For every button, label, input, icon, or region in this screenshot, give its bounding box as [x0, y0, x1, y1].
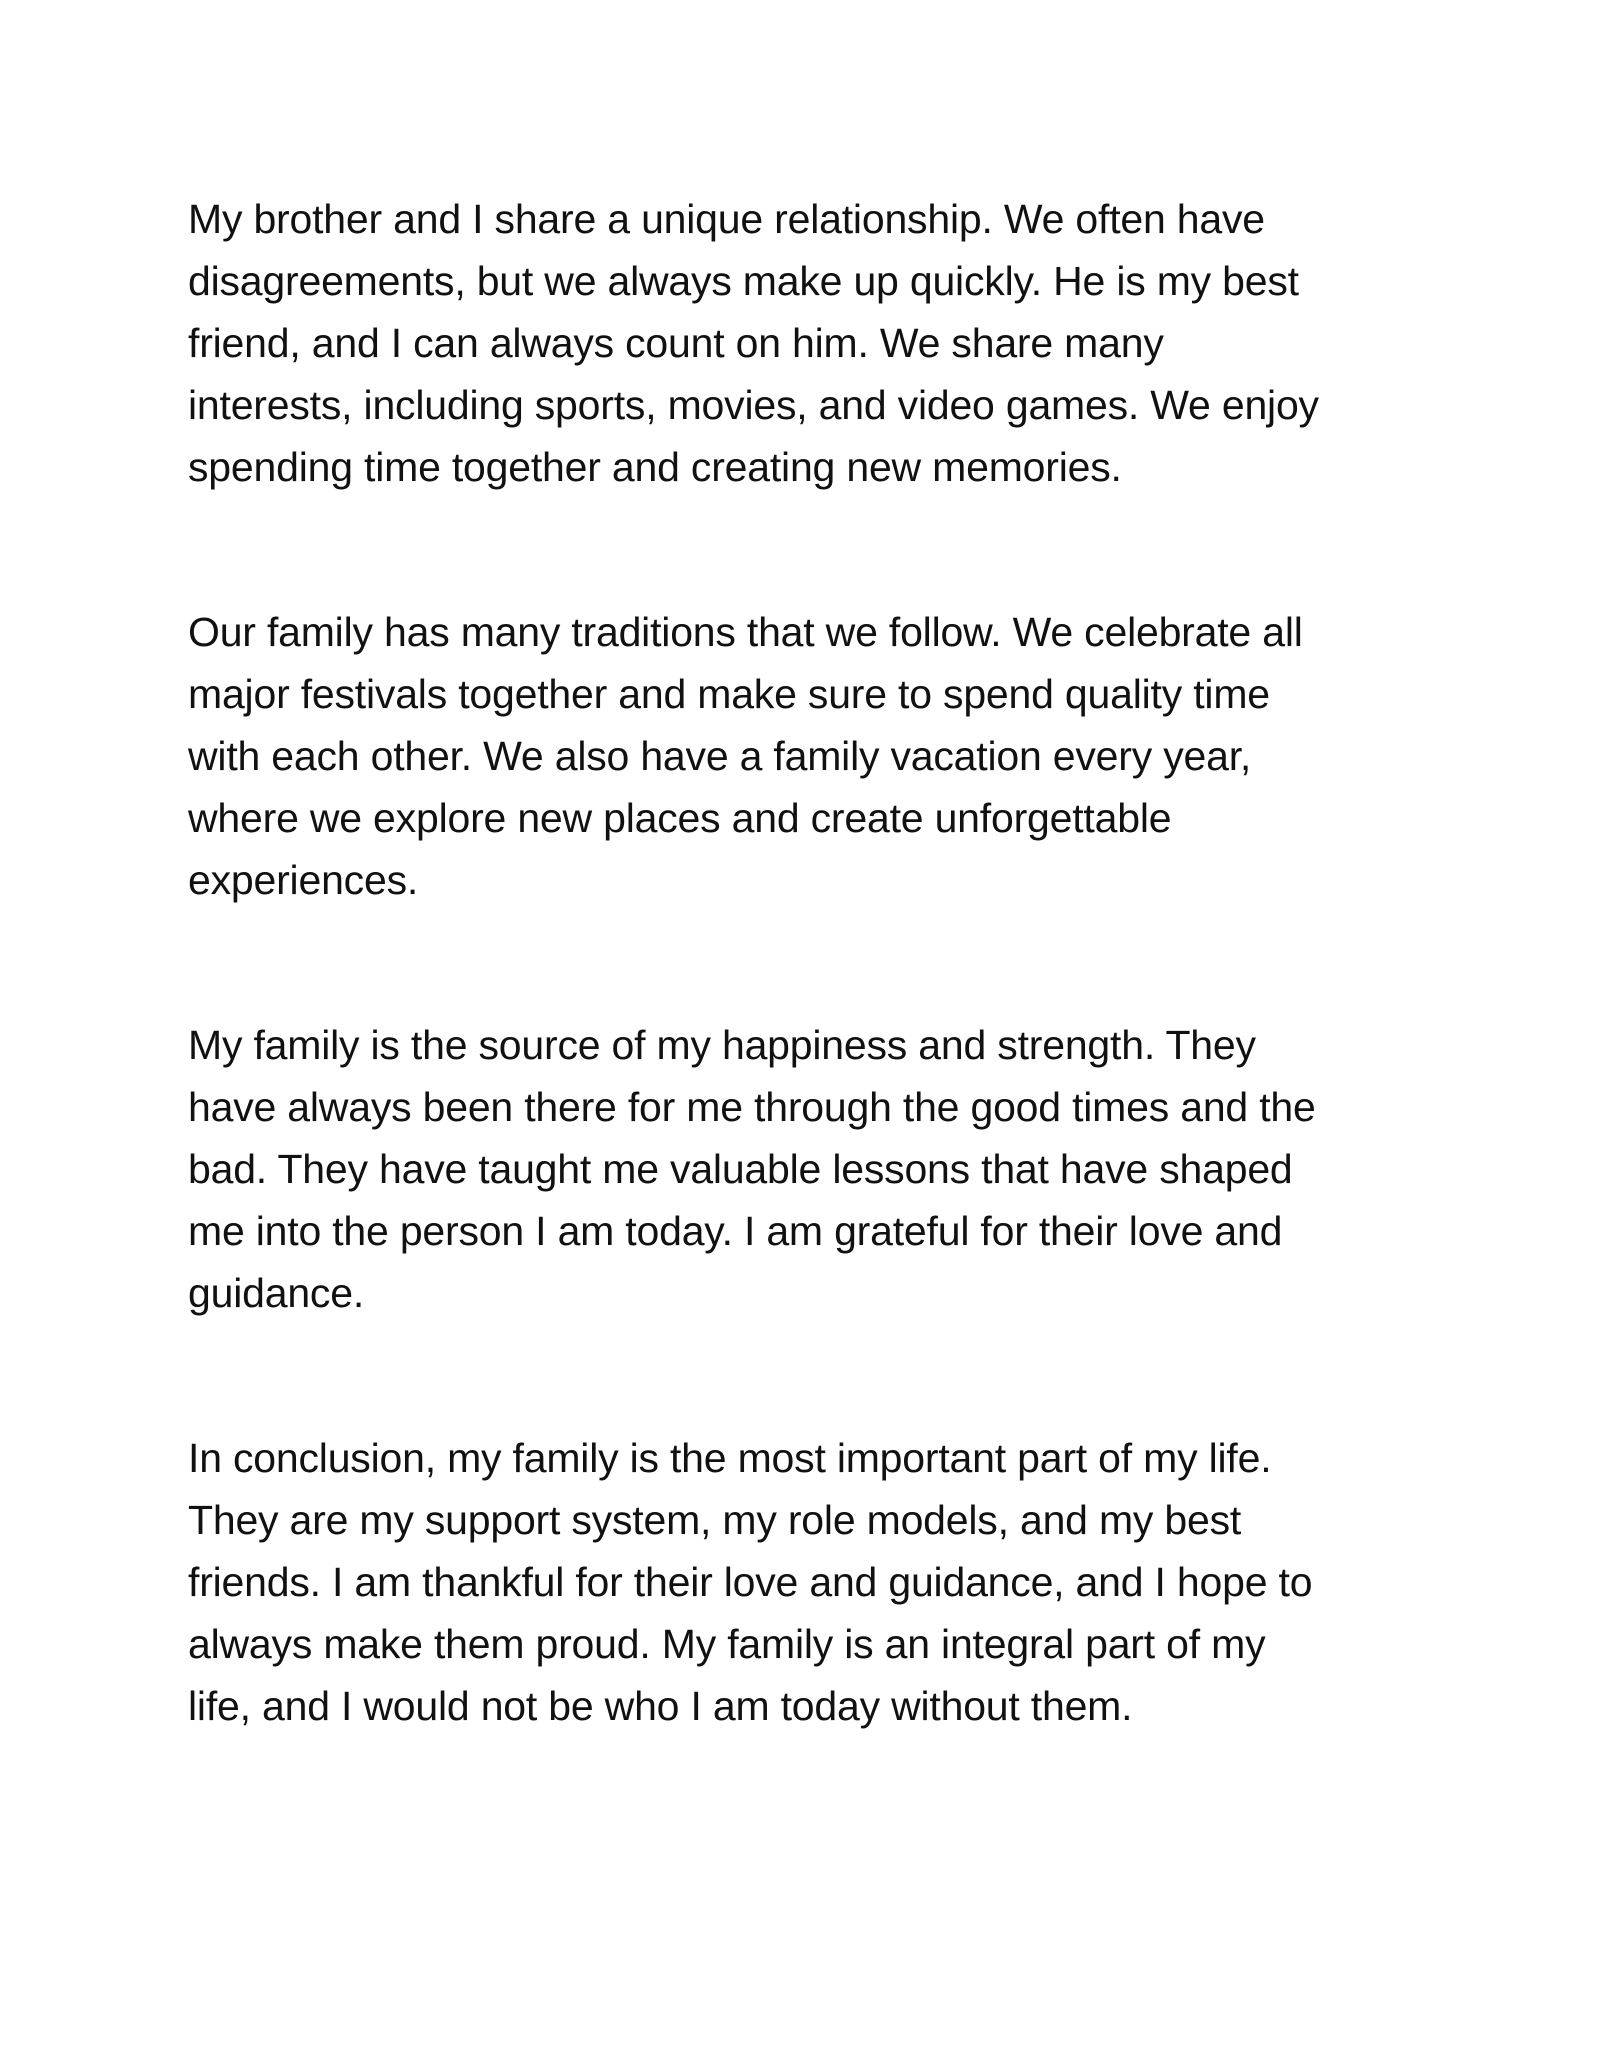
paragraph-brother: [188, 188, 1428, 498]
text-line: In conclusion, my family is the most important part of my life.: [188, 1435, 1272, 1481]
text-line: have always been there for me through the good times and the: [188, 1084, 1316, 1130]
text-line: with each other. We also have a family vacation every year,: [188, 733, 1252, 779]
text-line: They are my support system, my role models, and my best: [188, 1497, 1242, 1543]
paragraph-traditions: [188, 601, 1428, 911]
text-line: me into the person I am today. I am grateful for their love and: [188, 1208, 1283, 1254]
text-line: friend, and I can always count on him. We share many: [188, 320, 1164, 366]
text-line: friends. I am thankful for their love and guidance, and I hope to: [188, 1559, 1313, 1605]
text-line: My family is the source of my happiness and strength. They: [188, 1022, 1256, 1068]
text-line: life, and I would not be who I am today without them.: [188, 1683, 1133, 1729]
text-line: experiences.: [188, 857, 419, 903]
text-line: disagreements, but we always make up quickly. He is my best: [188, 258, 1299, 304]
text-line: always make them proud. My family is an integral part of my: [188, 1621, 1266, 1667]
text-line: major festivals together and make sure to spend quality time: [188, 671, 1270, 717]
text-line: Our family has many traditions that we follow. We celebrate all: [188, 609, 1303, 655]
paragraph-happiness: [188, 1014, 1428, 1324]
text-line: interests, including sports, movies, and video games. We enjoy: [188, 382, 1319, 428]
text-line: bad. They have taught me valuable lessons that have shaped: [188, 1146, 1293, 1192]
document-body: [188, 188, 1428, 1840]
text-line: spending time together and creating new memories.: [188, 444, 1122, 490]
text-line: My brother and I share a unique relationship. We often have: [188, 196, 1265, 242]
paragraph-conclusion: [188, 1427, 1428, 1737]
text-line: guidance.: [188, 1270, 365, 1316]
text-line: where we explore new places and create unforgettable: [188, 795, 1172, 841]
